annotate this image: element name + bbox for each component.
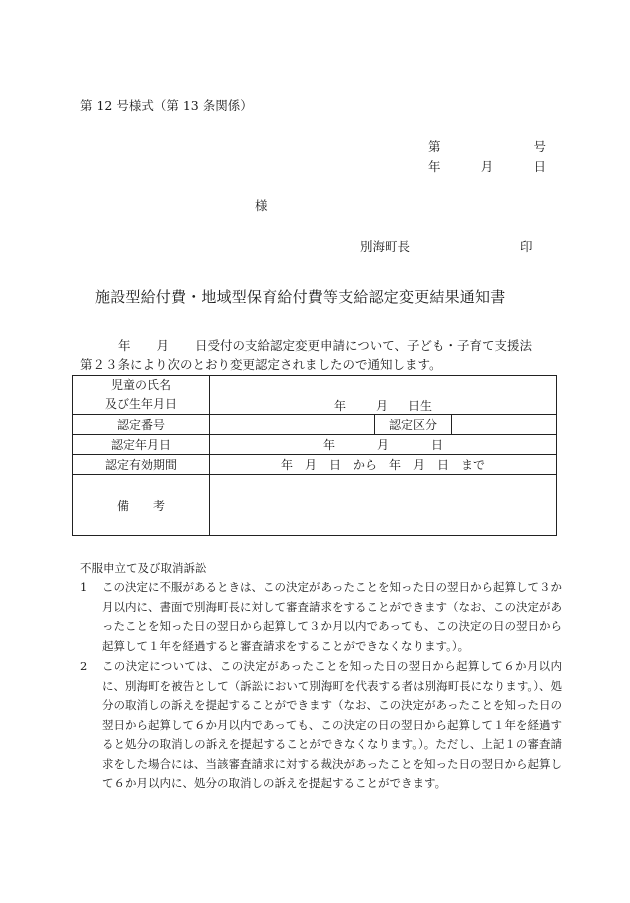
doc-number-prefix: 第 [428,139,441,154]
cert-date-value: 年 月 日 [210,435,557,455]
body-line-2: 第２３条により次のとおり変更認定されましたので通知します。 [80,357,442,372]
child-name-birth-value: 年 月 日生 [210,376,557,415]
issue-date-month: 月 [480,159,494,174]
note-item [80,578,562,656]
cert-number-label: 認定番号 [73,415,210,435]
form-number: 第 12 号様式（第 13 条関係） [80,98,253,113]
remarks-value [210,475,557,536]
certification-table [72,375,557,536]
remarks-label: 備 考 [73,475,210,536]
note-number: 1 [80,580,88,594]
notes-list [80,578,562,795]
addressee: 様 [255,198,268,213]
body-rest-line-1: 日受付の支給認定変更申請について、子ども・子育て支援法 [195,338,533,353]
body-month: 月 [156,338,170,353]
validity-value: 年 月 日 から 年 月 日 まで [210,455,557,475]
body-year: 年 [118,338,131,353]
cert-date-label: 認定年月日 [73,435,210,455]
note-item [80,657,562,794]
cert-class-value [452,415,557,435]
cert-class-label: 認定区分 [375,415,452,435]
seal-mark: 印 [520,239,533,254]
note-number: 2 [80,659,88,673]
body-line-1 [80,336,560,355]
doc-number-suffix: 号 [533,139,546,154]
note-text: この決定については、この決定があったことを知った日の翌日から起算して６か月以内に、別海町を被告として（訴訟において別海町を代表する者は別海町長になります。）、処分の取消しの訴えを提起することができます（なお、この決定があったことを知った日の翌日から起算して６か月以内であっても、この決定の日の翌日から起算して１年を経過すると処分の取消しの訴えを提起することができなくなります。）。ただし、上記１の審査請求をした場合には、当該審査請求に対する裁決があったことを知った日の翌日から起算して６か月以内に、処分の取消しの訴えを提起することができます。 [102,659,562,790]
notes-heading: 不服申立て及び取消訴訟 [80,561,207,575]
document-number-line [428,137,546,155]
child-name-birth-label: 児童の氏名 及び生年月日 [73,376,210,415]
validity-label: 認定有効期間 [73,455,210,475]
issue-date-line [428,157,546,175]
issue-date-year: 年 [428,159,441,174]
cert-number-value [210,415,375,435]
body-paragraph [80,336,560,374]
issuer-name: 別海町長 [360,239,411,254]
document-title: 施設型給付費・地域型保育給付費等支給認定変更結果通知書 [95,288,506,306]
note-text: この決定に不服があるときは、この決定があったことを知った日の翌日から起算して３か月以内に、書面で別海町長に対して審査請求をすることができます（なお、この決定があったことを知った日の翌日から起算して３か月以内であっても、この決定の日の翌日から起算して１年を経過すると審査請求をすることができなくなります。）。 [102,580,562,653]
issue-date-day: 日 [533,159,546,174]
